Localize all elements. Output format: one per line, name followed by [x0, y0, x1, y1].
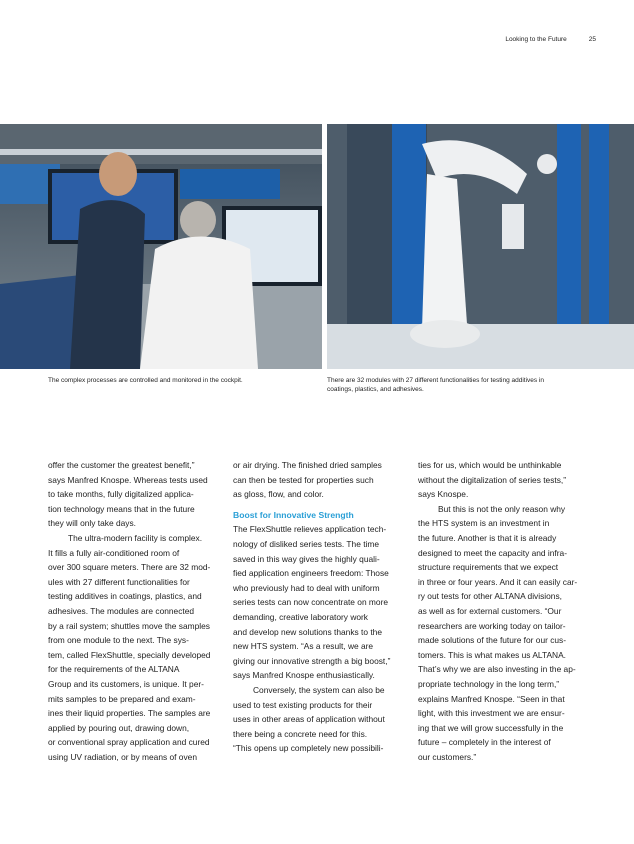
text-line: ules with 27 different functionalities for — [48, 576, 190, 587]
text-line: from one module to the next. The sys- — [48, 635, 189, 646]
text-line: But this is not the only reason why — [438, 503, 566, 514]
text-line: ties for us, which would be unthinkable — [418, 460, 562, 470]
paragraph — [48, 458, 223, 531]
text-line: can then be tested for properties such — [233, 474, 374, 485]
article-body — [48, 458, 594, 764]
cockpit-photo — [0, 124, 322, 369]
paragraph — [233, 683, 408, 756]
text-line: designed to meet the capacity and infra- — [418, 547, 567, 558]
text-line: as gloss, flow, and color. — [233, 489, 324, 500]
text-line: researchers are working today on tailor- — [418, 620, 566, 631]
text-line: It fills a fully air-conditioned room of — [48, 547, 180, 558]
caption-line: There are 32 modules with 27 different functionalities for testing additives in — [327, 377, 545, 384]
text-line: using UV radiation, or by means of oven — [48, 751, 197, 762]
text-line: That’s why we are also investing in the ap- — [418, 664, 576, 675]
paragraph — [418, 458, 593, 502]
text-line: or conventional spray application and cured — [48, 737, 210, 748]
text-line: Group and its customers, is unique. It per- — [48, 678, 204, 689]
text-line: uses in other areas of application without — [233, 714, 385, 725]
text-line: propriate technology in the long term,” — [418, 678, 560, 689]
text-line: tem, called FlexShuttle, specially developed — [48, 649, 211, 660]
text-line: says Manfred Knospe enthusiastically. — [233, 670, 375, 681]
text-line: The FlexShuttle relieves application tech- — [233, 524, 387, 535]
text-line: by a rail system; shuttles move the samples — [48, 620, 210, 631]
text-line: ry out tests for other ALTANA divisions, — [418, 591, 562, 602]
paragraph — [233, 458, 408, 502]
text-line: The ultra-modern facility is complex. — [68, 532, 203, 543]
text-line: giving our innovative strength a big boost,” — [233, 655, 391, 666]
text-line: there being a concrete need for this. — [233, 728, 368, 739]
text-line: says Knospe. — [418, 489, 469, 500]
text-line: structure requirements that we expect — [418, 562, 559, 573]
text-line: demanding, creative laboratory work — [233, 611, 368, 622]
text-line: new HTS system. “As a result, we are — [233, 641, 374, 652]
text-line: who previously had to deal with uniform — [233, 582, 380, 593]
text-line: the HTS system is an investment in — [418, 518, 550, 529]
text-line: offer the customer the greatest benefit,” — [48, 460, 195, 470]
text-line: to take months, fully digitalized applica- — [48, 489, 194, 500]
text-line: in three or four years. And it can easily car- — [418, 576, 578, 587]
text-line: the future. Another is that it is already — [418, 532, 557, 543]
text-line: “This opens up completely new possibili- — [233, 743, 384, 754]
page-number: 25 — [588, 36, 596, 43]
text-line: and develop new solutions thanks to the — [233, 626, 382, 637]
text-line: tomers. This is what makes us ALTANA. — [418, 649, 567, 660]
text-line: they will only take days. — [48, 518, 136, 529]
text-line: used to test existing products for their — [233, 699, 373, 710]
text-line: explains Manfred Knospe. “Seen in that — [418, 693, 565, 704]
section-title: Looking to the Future — [505, 36, 567, 43]
text-line: nology of disliked series tests. The time — [233, 538, 380, 549]
column-2 — [233, 458, 408, 764]
text-line: for the requirements of the ALTANA — [48, 664, 180, 675]
text-line: made solutions of the future for our cus- — [418, 635, 567, 646]
text-line: series tests can now concentrate on more — [233, 597, 389, 608]
robot-photo — [327, 124, 634, 369]
column-1 — [48, 458, 223, 764]
text-line: future – completely in the interest of — [418, 737, 551, 748]
paragraph — [233, 522, 408, 683]
text-line: testing additives in coatings, plastics, and — [48, 591, 202, 602]
text-line: or air drying. The finished dried samples — [233, 460, 382, 470]
text-line: mits samples to be prepared and exam- — [48, 693, 196, 704]
text-line: tion technology means that in the future — [48, 503, 195, 514]
text-line: ines their liquid properties. The samples are — [48, 708, 211, 719]
text-line: Conversely, the system can also be — [253, 684, 385, 695]
text-line: as well as for external customers. “Our — [418, 605, 562, 616]
text-line: ing that we will grow successfully in the — [418, 722, 564, 733]
text-line: adhesives. The modules are connected — [48, 605, 195, 616]
paragraph — [48, 531, 223, 765]
caption-line: coatings, plastics, and adhesives. — [327, 385, 424, 393]
left-photo-caption: The complex processes are controlled and monitored in the cockpit. — [48, 377, 243, 384]
running-header — [505, 36, 596, 43]
section-heading: Boost for Innovative Strength — [233, 509, 354, 520]
text-line: applied by pouring out, drawing down, — [48, 722, 190, 733]
text-line: light, with this investment we are ensur- — [418, 708, 565, 719]
text-line: saved in this way gives the highly quali- — [233, 553, 380, 564]
right-photo-caption — [327, 377, 587, 394]
text-line: our customers.” — [418, 751, 477, 762]
paragraph — [418, 502, 593, 765]
text-line: fied application engineers freedom: Those — [233, 568, 389, 579]
text-line: says Manfred Knospe. Whereas tests used — [48, 474, 208, 485]
column-3 — [418, 458, 593, 764]
text-line: over 300 square meters. There are 32 mod- — [48, 562, 211, 573]
text-line: without the digitalization of series tests,” — [418, 474, 567, 485]
